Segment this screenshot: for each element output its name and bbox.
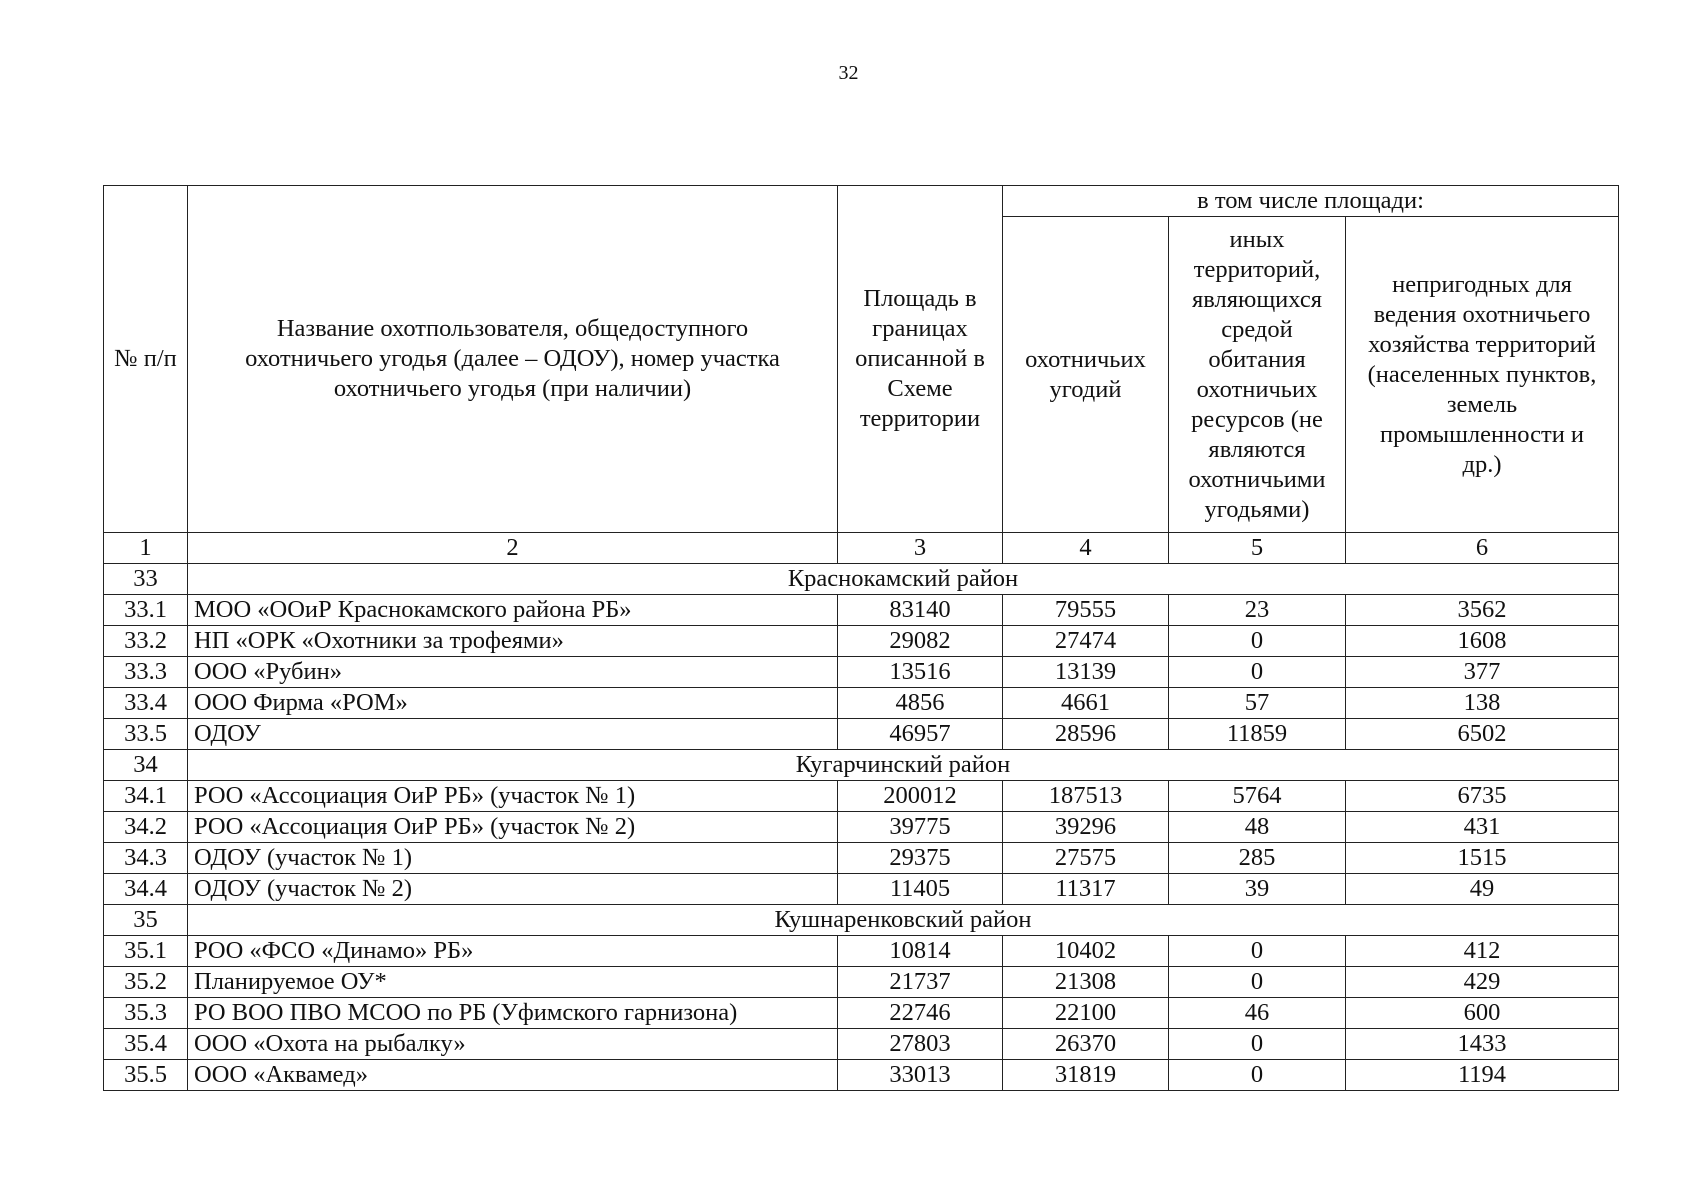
table-row [104, 812, 1619, 843]
row-number: 34.2 [104, 812, 188, 843]
area-hunting: 27474 [1003, 626, 1169, 657]
district-name: Кушнаренковский район [188, 905, 1619, 936]
user-name: МОО «ООиР Краснокамского района РБ» [188, 595, 838, 626]
user-name: ООО «Аквамед» [188, 1060, 838, 1091]
area-hunting: 28596 [1003, 719, 1169, 750]
column-number: 4 [1003, 533, 1169, 564]
area-hunting: 10402 [1003, 936, 1169, 967]
user-name: РОО «Ассоциация ОиР РБ» (участок № 1) [188, 781, 838, 812]
area-hunting: 31819 [1003, 1060, 1169, 1091]
area-other: 0 [1169, 1060, 1346, 1091]
area-total: 22746 [838, 998, 1003, 1029]
user-name: РОО «Ассоциация ОиР РБ» (участок № 2) [188, 812, 838, 843]
row-number: 34.3 [104, 843, 188, 874]
column-number: 6 [1346, 533, 1619, 564]
area-unfit: 600 [1346, 998, 1619, 1029]
area-total: 4856 [838, 688, 1003, 719]
area-other: 0 [1169, 1029, 1346, 1060]
header-area: Площадь в границах описанной в Схеме территории [838, 186, 1003, 533]
area-total: 13516 [838, 657, 1003, 688]
header-group: в том числе площади: [1003, 186, 1619, 217]
area-total: 27803 [838, 1029, 1003, 1060]
area-other: 5764 [1169, 781, 1346, 812]
area-total: 21737 [838, 967, 1003, 998]
area-other: 23 [1169, 595, 1346, 626]
area-hunting: 13139 [1003, 657, 1169, 688]
table-row [104, 595, 1619, 626]
user-name: Планируемое ОУ* [188, 967, 838, 998]
area-unfit: 3562 [1346, 595, 1619, 626]
district-row [104, 750, 1619, 781]
area-unfit: 431 [1346, 812, 1619, 843]
row-number: 33.1 [104, 595, 188, 626]
district-number: 33 [104, 564, 188, 595]
row-number: 34.4 [104, 874, 188, 905]
table-row [104, 1029, 1619, 1060]
area-total: 29082 [838, 626, 1003, 657]
area-hunting: 26370 [1003, 1029, 1169, 1060]
table-body [104, 564, 1619, 1091]
area-hunting: 79555 [1003, 595, 1169, 626]
district-number: 34 [104, 750, 188, 781]
row-number: 35.1 [104, 936, 188, 967]
row-number: 35.2 [104, 967, 188, 998]
header-hunting: охотничьих угодий [1003, 217, 1169, 533]
area-unfit: 6735 [1346, 781, 1619, 812]
column-numbers-row [104, 533, 1619, 564]
row-number: 35.4 [104, 1029, 188, 1060]
user-name: ООО «Охота на рыбалку» [188, 1029, 838, 1060]
column-number: 2 [188, 533, 838, 564]
area-unfit: 412 [1346, 936, 1619, 967]
table-row [104, 874, 1619, 905]
area-total: 10814 [838, 936, 1003, 967]
row-number: 35.3 [104, 998, 188, 1029]
column-number: 5 [1169, 533, 1346, 564]
area-total: 39775 [838, 812, 1003, 843]
table-row [104, 1060, 1619, 1091]
area-other: 46 [1169, 998, 1346, 1029]
table-row [104, 781, 1619, 812]
user-name: ООО «Рубин» [188, 657, 838, 688]
row-number: 35.5 [104, 1060, 188, 1091]
area-other: 39 [1169, 874, 1346, 905]
area-unfit: 429 [1346, 967, 1619, 998]
area-hunting: 27575 [1003, 843, 1169, 874]
table-row [104, 843, 1619, 874]
area-unfit: 377 [1346, 657, 1619, 688]
area-total: 29375 [838, 843, 1003, 874]
area-other: 48 [1169, 812, 1346, 843]
area-other: 0 [1169, 967, 1346, 998]
hunting-grounds-table [103, 185, 1619, 1091]
user-name: ОДОУ (участок № 1) [188, 843, 838, 874]
area-total: 33013 [838, 1060, 1003, 1091]
area-total: 11405 [838, 874, 1003, 905]
area-hunting: 11317 [1003, 874, 1169, 905]
area-other: 11859 [1169, 719, 1346, 750]
area-unfit: 1194 [1346, 1060, 1619, 1091]
area-hunting: 187513 [1003, 781, 1169, 812]
row-number: 33.5 [104, 719, 188, 750]
district-row [104, 905, 1619, 936]
row-number: 33.3 [104, 657, 188, 688]
district-number: 35 [104, 905, 188, 936]
column-number: 3 [838, 533, 1003, 564]
area-unfit: 138 [1346, 688, 1619, 719]
area-unfit: 1608 [1346, 626, 1619, 657]
header-num: № п/п [104, 186, 188, 533]
row-number: 33.4 [104, 688, 188, 719]
user-name: ОДОУ [188, 719, 838, 750]
district-name: Краснокамский район [188, 564, 1619, 595]
area-hunting: 39296 [1003, 812, 1169, 843]
table-row [104, 626, 1619, 657]
area-total: 200012 [838, 781, 1003, 812]
area-hunting: 22100 [1003, 998, 1169, 1029]
area-unfit: 1515 [1346, 843, 1619, 874]
area-other: 57 [1169, 688, 1346, 719]
district-name: Кугарчинский район [188, 750, 1619, 781]
area-unfit: 1433 [1346, 1029, 1619, 1060]
area-unfit: 6502 [1346, 719, 1619, 750]
area-other: 0 [1169, 936, 1346, 967]
header-name: Название охотпользователя, общедоступного охотничьего угодья (далее – ОДОУ), номер участка охотничьего угодья (при наличии) [188, 186, 838, 533]
table-header [104, 186, 1619, 564]
area-total: 83140 [838, 595, 1003, 626]
row-number: 33.2 [104, 626, 188, 657]
header-other: иных территорий, являющихся средой обитания охотничьих ресурсов (не являются охотничьими угодьями) [1169, 217, 1346, 533]
table-row [104, 998, 1619, 1029]
user-name: НП «ОРК «Охотники за трофеями» [188, 626, 838, 657]
row-number: 34.1 [104, 781, 188, 812]
column-number: 1 [104, 533, 188, 564]
area-total: 46957 [838, 719, 1003, 750]
table-row [104, 719, 1619, 750]
district-row [104, 564, 1619, 595]
header-unfit: непригодных для ведения охотничьего хозяйства территорий (населенных пунктов, земель промышленности и др.) [1346, 217, 1619, 533]
area-hunting: 4661 [1003, 688, 1169, 719]
area-unfit: 49 [1346, 874, 1619, 905]
user-name: РОО «ФСО «Динамо» РБ» [188, 936, 838, 967]
table-row [104, 688, 1619, 719]
area-other: 285 [1169, 843, 1346, 874]
area-other: 0 [1169, 657, 1346, 688]
page-number: 32 [838, 62, 859, 84]
user-name: ОДОУ (участок № 2) [188, 874, 838, 905]
area-other: 0 [1169, 626, 1346, 657]
table-row [104, 936, 1619, 967]
user-name: РО ВОО ПВО МСОО по РБ (Уфимского гарнизона) [188, 998, 838, 1029]
table-row [104, 657, 1619, 688]
table-row [104, 967, 1619, 998]
area-hunting: 21308 [1003, 967, 1169, 998]
user-name: ООО Фирма «РОМ» [188, 688, 838, 719]
